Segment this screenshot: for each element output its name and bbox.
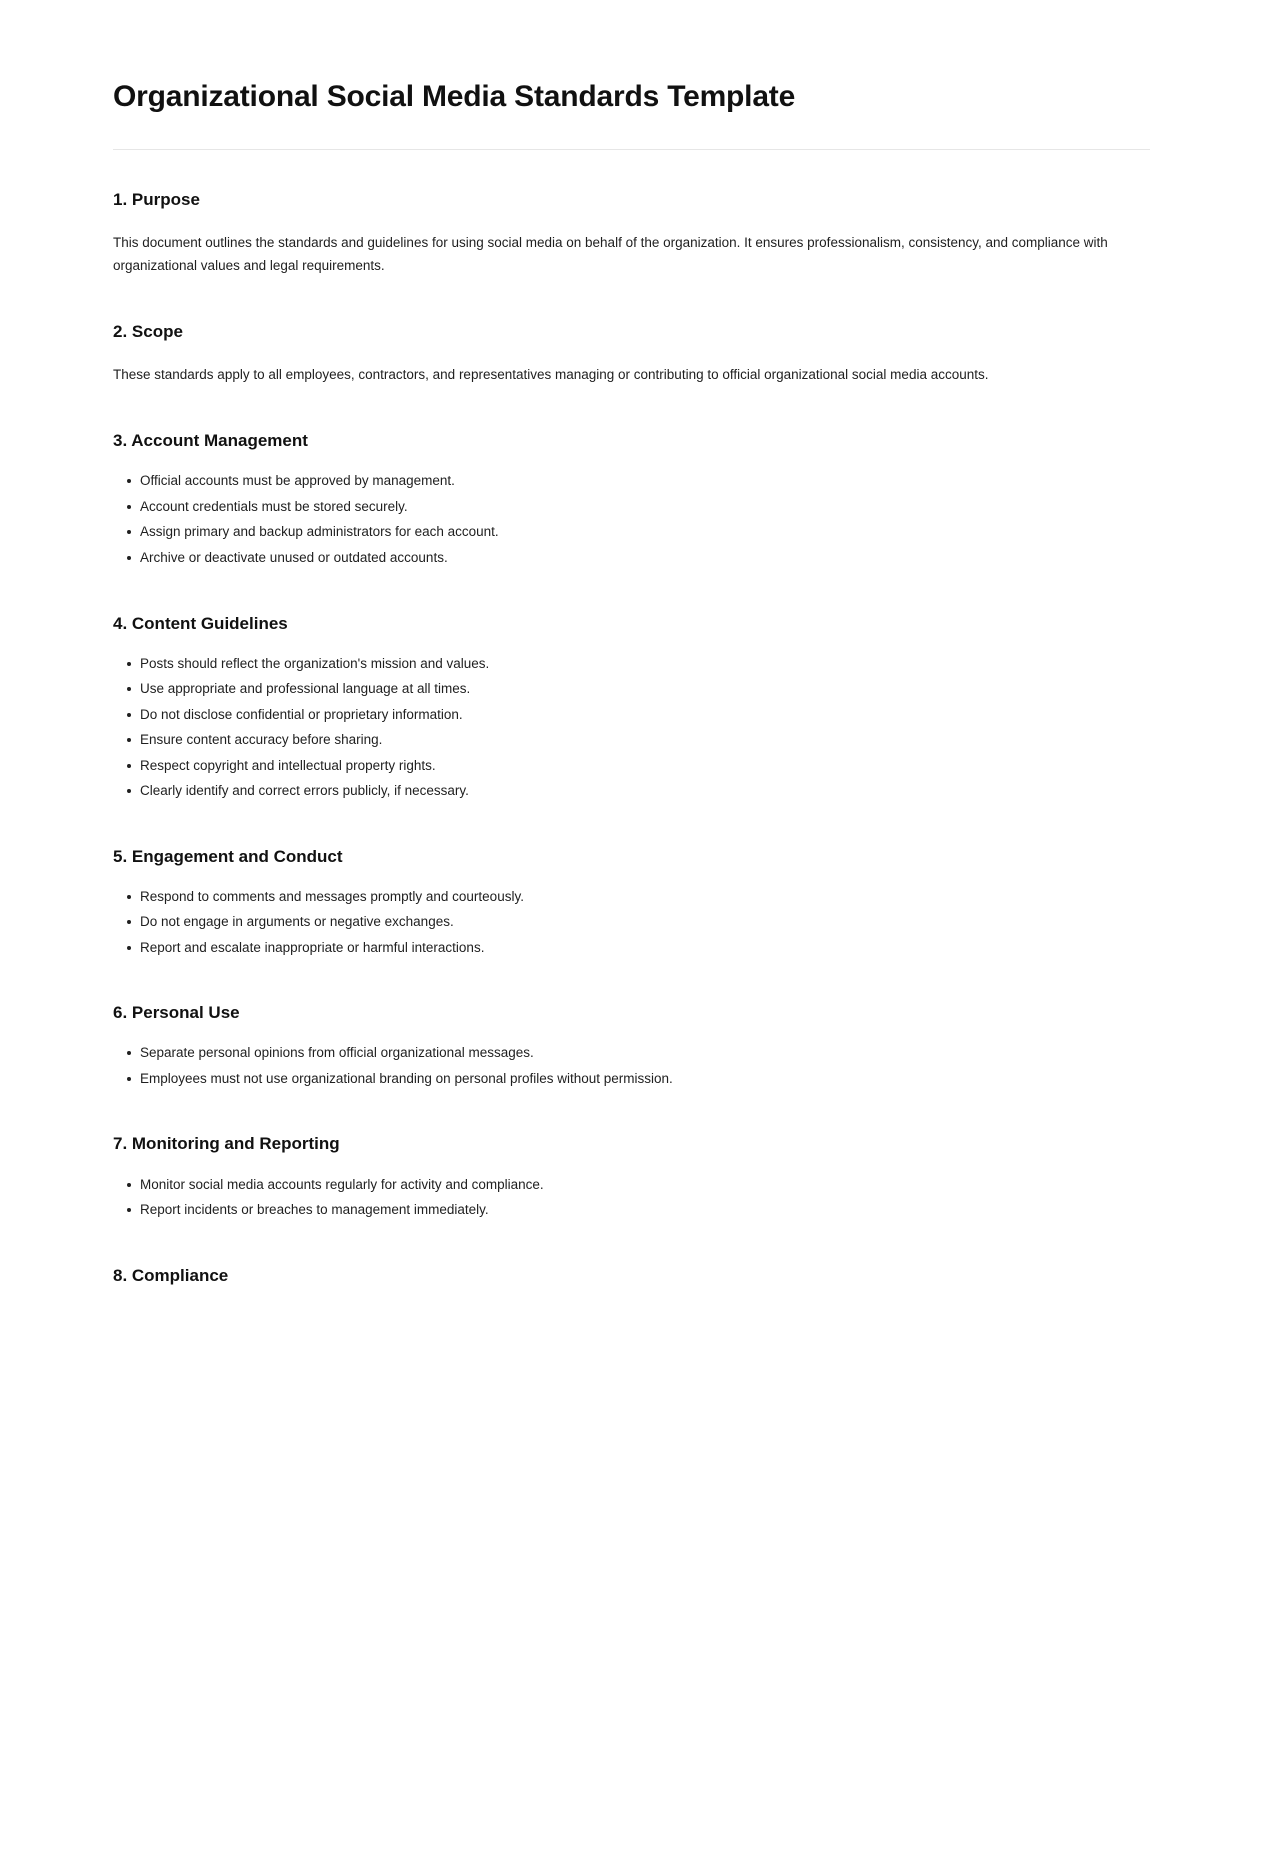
list-item: Account credentials must be stored securely. (113, 497, 1150, 518)
list-item: Clearly identify and correct errors publicly, if necessary. (113, 781, 1150, 802)
list-item: Report and escalate inappropriate or harmful interactions. (113, 938, 1150, 959)
section-bullet-list (113, 887, 1150, 959)
page-title: Organizational Social Media Standards Template (113, 80, 796, 113)
section-heading: 6. Personal Use (113, 1003, 240, 1023)
document-section (113, 1265, 1150, 1287)
title-divider (113, 149, 1150, 150)
list-item: Archive or deactivate unused or outdated accounts. (113, 548, 1150, 569)
list-item: Separate personal opinions from official organizational messages. (113, 1043, 1150, 1064)
document-section (113, 846, 1150, 959)
section-heading: 3. Account Management (113, 431, 308, 451)
section-paragraph: This document outlines the standards and guidelines for using social media on behalf of the organization. It ensures professionalism, consistency, and compliance with organizational values and legal requirements. (113, 234, 1108, 273)
list-item: Ensure content accuracy before sharing. (113, 730, 1150, 751)
section-heading: 8. Compliance (113, 1265, 229, 1285)
document-section (113, 613, 1150, 802)
section-paragraph: These standards apply to all employees, contractors, and representatives managing or contributing to official organizational social media accounts. (113, 367, 989, 383)
list-item: Use appropriate and professional language at all times. (113, 679, 1150, 700)
document-body (113, 189, 1150, 1287)
list-item: Respect copyright and intellectual property rights. (113, 756, 1150, 777)
list-item: Official accounts must be approved by management. (113, 471, 1150, 492)
section-bullet-list (113, 654, 1150, 802)
section-bullet-list (113, 1175, 1150, 1221)
section-heading: 5. Engagement and Conduct (113, 846, 343, 866)
list-item: Assign primary and backup administrators for each account. (113, 522, 1150, 543)
document-section (113, 1133, 1150, 1220)
document-section (113, 1002, 1150, 1089)
section-heading: 7. Monitoring and Reporting (113, 1134, 340, 1154)
list-item: Do not engage in arguments or negative exchanges. (113, 912, 1150, 933)
section-bullet-list (113, 1043, 1150, 1089)
list-item: Posts should reflect the organization's mission and values. (113, 654, 1150, 675)
list-item: Monitor social media accounts regularly for activity and compliance. (113, 1175, 1150, 1196)
document-section (113, 430, 1150, 568)
document-section (113, 189, 1150, 278)
section-heading: 1. Purpose (113, 189, 200, 209)
list-item: Do not disclose confidential or proprietary information. (113, 705, 1150, 726)
section-bullet-list (113, 471, 1150, 568)
list-item: Report incidents or breaches to management immediately. (113, 1200, 1150, 1221)
list-item: Respond to comments and messages promptly and courteously. (113, 887, 1150, 908)
section-heading: 4. Content Guidelines (113, 613, 288, 633)
section-heading: 2. Scope (113, 322, 183, 342)
list-item: Employees must not use organizational branding on personal profiles without permission. (113, 1069, 1150, 1090)
document-section (113, 321, 1150, 386)
